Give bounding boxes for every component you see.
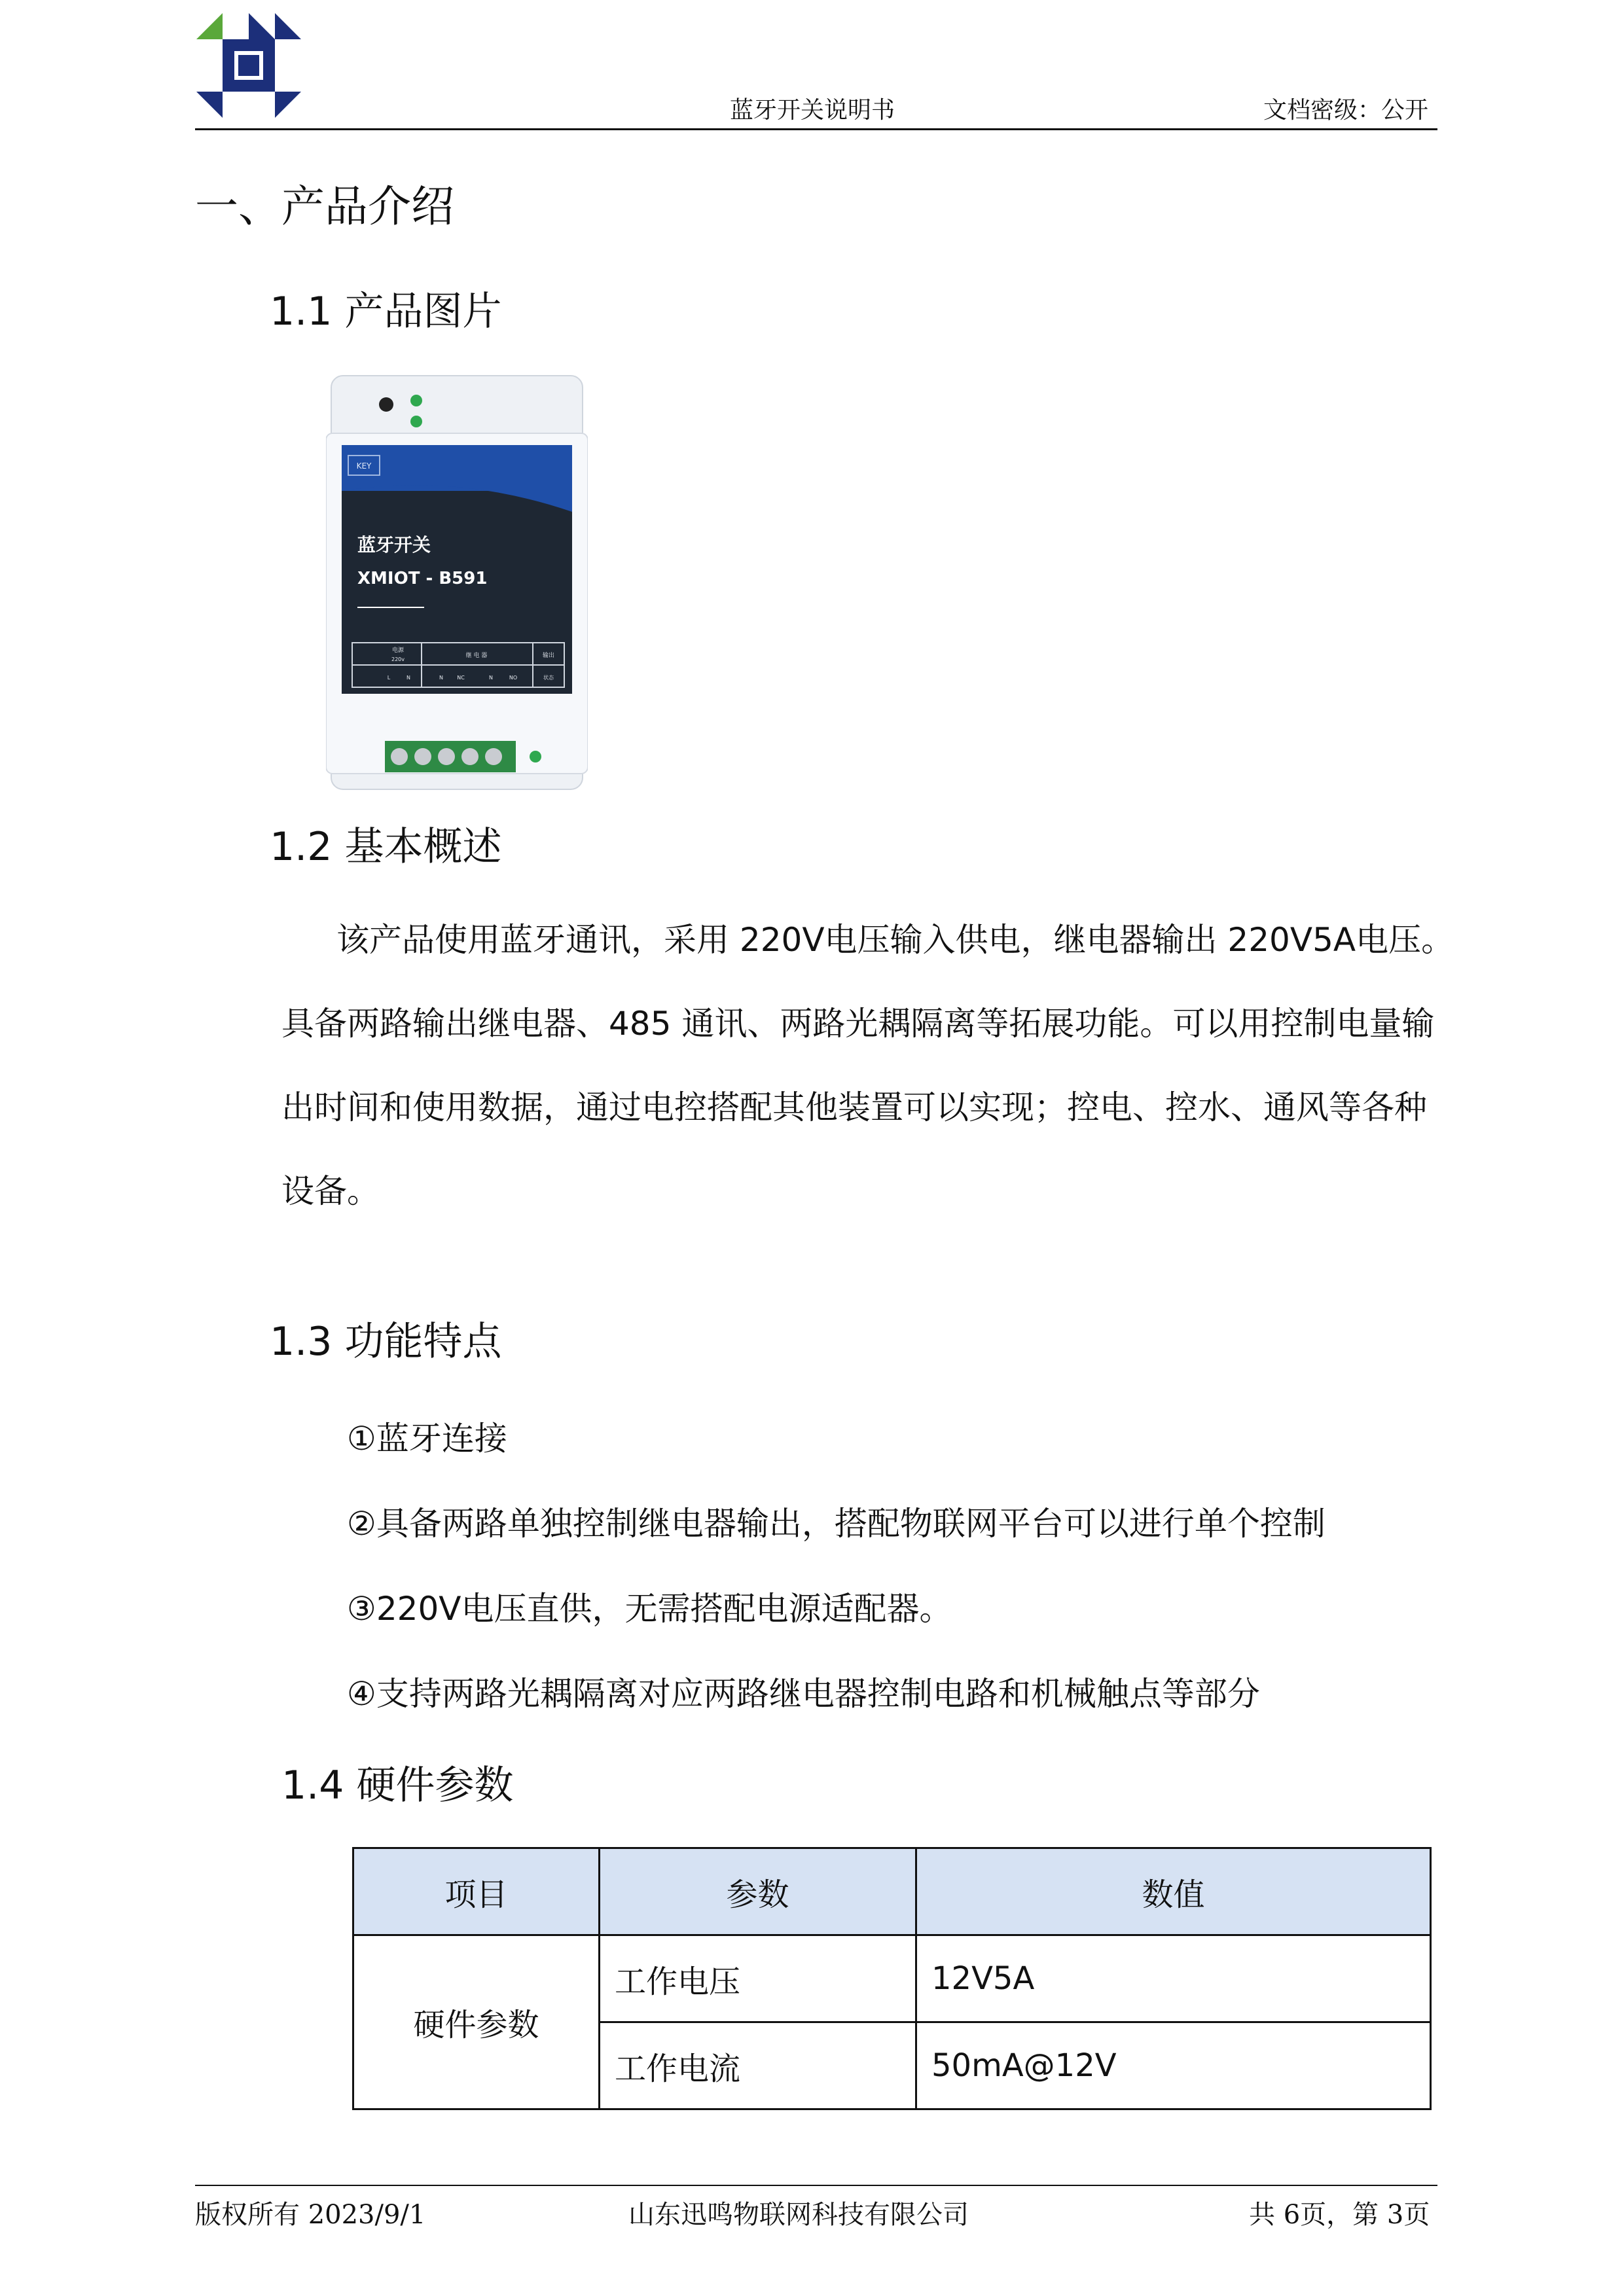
overview-line-4: 设备。 <box>281 1172 380 1210</box>
table-cell-param: 工作电压 <box>600 1935 916 2022</box>
panel-model: XMIOT - B591 <box>357 569 488 588</box>
feature-item-1: ①蓝牙连接 <box>347 1420 507 1458</box>
table-cell-param: 工作电流 <box>600 2022 916 2109</box>
feature-item-4: ④支持两路光耦隔离对应两路继电器控制电路和机械触点等部分 <box>347 1675 1260 1713</box>
panel-title: 蓝牙开关 <box>357 534 431 556</box>
table-header-row <box>353 1848 1431 1935</box>
terminal-row-1: N <box>406 675 410 681</box>
terminal-row-4: N <box>489 675 493 681</box>
key-label: KEY <box>356 461 372 471</box>
subsection-1-3-title: 1.3 功能特点 <box>270 1319 502 1365</box>
table-cell-value: 50mA@12V <box>916 2022 1431 2109</box>
footer-divider <box>195 2185 1437 2186</box>
product-image <box>326 374 588 791</box>
terminal-output-label: 输出 <box>542 653 555 659</box>
terminal-voltage-label: 220v <box>391 656 405 662</box>
terminal-relay-label: 继 电 器 <box>465 653 488 659</box>
subsection-1-4-title: 1.4 硬件参数 <box>281 1763 514 1808</box>
feature-item-3: ③220V电压直供，无需搭配电源适配器。 <box>347 1590 952 1628</box>
footer-company: 山东迅鸣物联网科技有限公司 <box>628 2200 969 2230</box>
table-group-label: 硬件参数 <box>353 1935 600 2109</box>
terminal-power-label: 电源 <box>391 647 405 654</box>
hardware-spec-table <box>352 1847 1432 2110</box>
overview-line-3: 出时间和使用数据，通过电控搭配其他装置可以实现；控电、控水、通风等各种 <box>281 1088 1427 1126</box>
feature-item-2: ②具备两路单独控制继电器输出，搭配物联网平台可以进行单个控制 <box>347 1505 1326 1543</box>
subsection-1-1-title: 1.1 产品图片 <box>270 289 502 334</box>
overview-line-2: 具备两路输出继电器、485 通讯、两路光耦隔离等拓展功能。可以用控制电量输 <box>281 1005 1435 1043</box>
terminal-row-6: 状态 <box>543 675 554 681</box>
header-security-level: 文档密级：公开 <box>1263 97 1429 124</box>
terminal-row-2: N <box>439 675 443 681</box>
subsection-1-2-title: 1.2 基本概述 <box>270 824 502 870</box>
section-title: 一、产品介绍 <box>195 181 454 232</box>
footer-copyright: 版权所有 2023/9/1 <box>195 2200 426 2230</box>
company-logo <box>196 13 301 118</box>
footer-page-info: 共 6页，第 3页 <box>1249 2200 1430 2230</box>
table-row <box>353 1935 1431 2022</box>
table-header-value: 数值 <box>916 1848 1431 1935</box>
table-cell-value: 12V5A <box>916 1935 1431 2022</box>
header-doc-title: 蓝牙开关说明书 <box>730 97 895 124</box>
header-divider <box>195 128 1437 130</box>
table-header-item: 项目 <box>353 1848 600 1935</box>
table-header-param: 参数 <box>600 1848 916 1935</box>
terminal-row-5: NO <box>509 675 518 681</box>
overview-line-1: 该产品使用蓝牙通讯，采用 220V电压输入供电，继电器输出 220V5A电压。 <box>336 921 1454 959</box>
terminal-row-3: NC <box>457 675 465 681</box>
terminal-row-0: L <box>387 675 391 681</box>
